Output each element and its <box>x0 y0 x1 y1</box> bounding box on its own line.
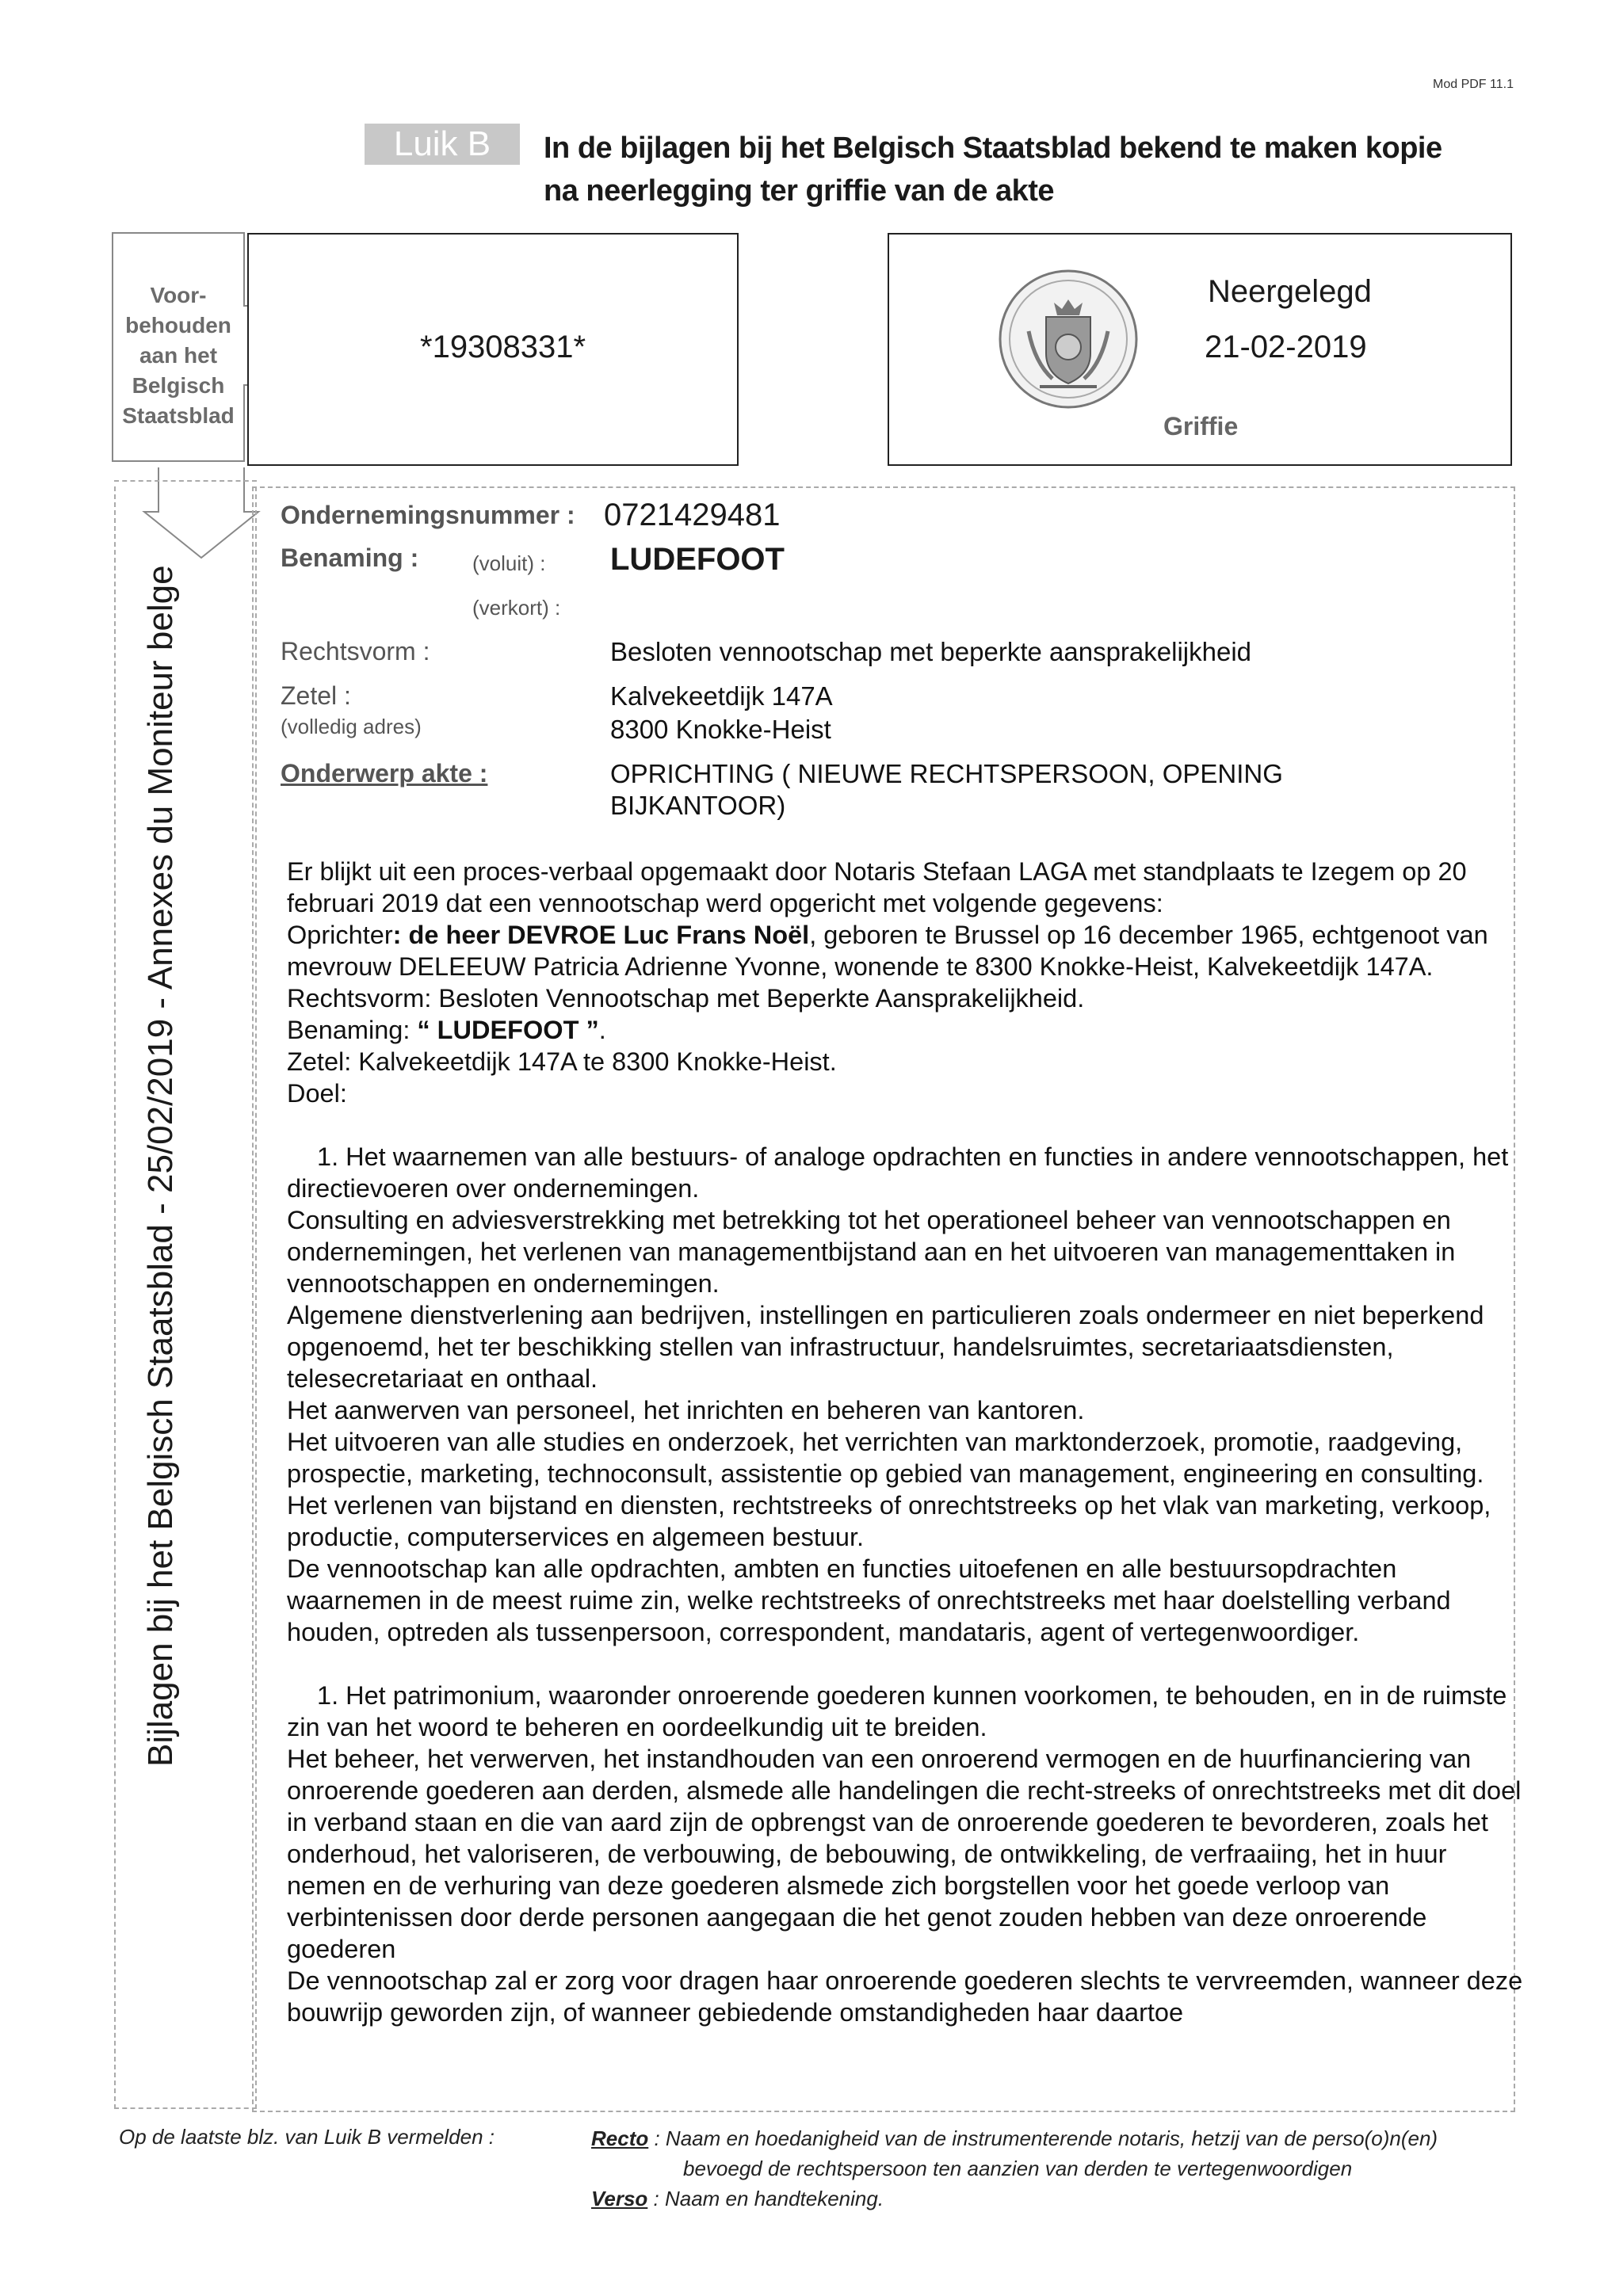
left-margin-top <box>114 480 257 482</box>
seat-address-line-1: Kalvekeetdijk 147A <box>610 681 833 711</box>
subject-line-2: BIJKANTOOR) <box>610 791 786 820</box>
services-paragraph: Algemene dienstverlening aan bedrijven, instellingen en particulieren zoals ondermeer en niet beperkend opgenoemd, het ter beschikking stellen van infrastructuur, handelsruimtes, secretariaatsdiensten, telesecretariaat en onthaal. <box>287 1301 1484 1393</box>
company-name-value: LUDEFOOT <box>610 542 785 577</box>
vertical-annex-label: Bijlagen bij het Belgisch Staatsblad - 25/02/2019 - Annexes du Moniteur belge <box>141 565 180 1767</box>
coat-of-arms-seal-icon <box>997 268 1140 410</box>
subject-label: Onderwerp akte : <box>281 759 488 788</box>
legal-form-line: Rechtsvorm: Besloten Vennootschap met Beperkte Aansprakelijkheid. <box>287 984 1085 1013</box>
purpose-item-1: 1. Het waarnemen van alle bestuurs- of analoge opdrachten en functies in andere vennootschappen, het directievoeren over ondernemingen. <box>287 1142 1509 1203</box>
filed-date: 21-02-2019 <box>1205 330 1367 364</box>
alienation-paragraph: De vennootschap zal er zorg voor dragen haar onroerende goederen slechts te vervreemden, wanneer deze bouwrijp geworden zijn, of wanneer gebiedende omstandigheden haar daartoe <box>287 1966 1523 2027</box>
intro-paragraph: Er blijkt uit een proces-verbaal opgemaakt door Notaris Stefaan LAGA met standplaats te Izegem op 20 februari 2019 dat een vennootschap werd opgericht met volgende gegevens: <box>287 857 1467 917</box>
footer-instruction: Op de laatste blz. van Luik B vermelden : <box>119 2125 495 2149</box>
company-number-label: Ondernemingsnummer : <box>281 501 575 529</box>
reserved-label: Voor- behouden aan het Belgisch Staatsblad <box>122 283 235 428</box>
name-line: Benaming: “ LUDEFOOT ”. <box>287 1016 606 1044</box>
registry-label: Griffie <box>1163 412 1239 441</box>
company-number-value: 0721429481 <box>604 498 781 532</box>
name-label: Benaming : <box>281 543 419 572</box>
legal-form-label: Rechtsvorm : <box>281 637 430 666</box>
title-line-2: na neerlegging ter griffie van de akte <box>544 174 1055 208</box>
seat-address-line-2: 8300 Knokke-Heist <box>610 715 831 744</box>
form-code: Mod PDF 11.1 <box>1433 78 1514 91</box>
mandates-paragraph: De vennootschap kan alle opdrachten, ambten en functies uitoefenen en alle bestuursopdrachten waarnemen in de meest ruime zin, welke rechtstreeks of onrechtstreeks met haar doelstelling verband houden, optreden als tussenpersoon, correspondent, mandataris, agent of vertegenwoordiger. <box>287 1554 1451 1646</box>
barcode-number: *19308331* <box>420 330 586 364</box>
purpose-heading: Doel: <box>287 1079 347 1108</box>
founder-paragraph: Oprichter: de heer DEVROE Luc Frans Noël, geboren te Brussel op 16 december 1965, echtgenoot van mevrouw DELEEUW Patricia Adrienne Yvonne, wonende te 8300 Knokke-Heist, Kalvekeetdijk 147A. <box>287 921 1488 981</box>
purpose-item-2: 1. Het patrimonium, waaronder onroerende goederen kunnen voorkomen, te behouden, en in de ruimste zin van het woord te beheren en oordeelkundig uit te breiden. <box>287 1681 1507 1741</box>
filed-label: Neergelegd <box>1208 274 1372 309</box>
seat-line: Zetel: Kalvekeetdijk 147A te 8300 Knokke-Heist. <box>287 1047 837 1076</box>
footer-recto-continued: bevoegd de rechtspersoon ten aanzien van derden te vertegenwoordigen <box>683 2157 1353 2180</box>
subject-line-1: OPRICHTING ( NIEUWE RECHTSPERSOON, OPENING <box>610 759 1283 788</box>
hiring-paragraph: Het aanwerven van personeel, het inrichten en beheren van kantoren. <box>287 1396 1085 1425</box>
luik-badge: Luik B <box>365 124 520 165</box>
deed-body <box>287 856 1523 2028</box>
consulting-paragraph: Consulting en adviesverstrekking met betrekking tot het operationeel beheer van vennootschappen en ondernemingen, het verlenen van managementbijstand aan en het uitvoeren van managementtaken in vennootschappen en ondernemingen. <box>287 1206 1456 1298</box>
studies-paragraph: Het uitvoeren van alle studies en onderzoek, het verrichten van marktonderzoek, promotie, raadgeving, prospectie, marketing, technoconsult, assistentie op gebied van management, engineering en consulting. <box>287 1428 1484 1488</box>
footer-recto: Recto : Naam en hoedanigheid van de instrumenterende notaris, hetzij van de perso(o)n(en) <box>591 2126 1438 2150</box>
page-title <box>544 127 1574 212</box>
property-paragraph: Het beheer, het verwerven, het instandhouden van een onroerend vermogen en de huurfinanciering van onroerende goederen aan derden, alsmede alle handelingen die recht-streeks of onrechtstreeks met dit doel in verband staan en die van aard zijn de opbrengst van de onroerende goederen te bevorderen, zoals het onderhoud, het valoriseren, de verbouwing, de bebouwing, de ontwikkeling, de verfraaiing, het in huur nemen en de verhuring van deze goederen alsmede zich borgstellen voor het goede verloop van verbintenissen door derde personen aangegaan die het genot zouden hebben van deze onroerende goederen <box>287 1745 1522 1963</box>
full-name-label: (voluit) : <box>472 551 546 575</box>
assistance-paragraph: Het verlenen van bijstand en diensten, rechtstreeks of onrechtstreeks op het vlak van marketing, verkoop, productie, computerservices en algemeen bestuur. <box>287 1491 1491 1551</box>
seat-label: Zetel : <box>281 681 351 710</box>
short-name-label: (verkort) : <box>472 596 561 620</box>
seat-sublabel: (volledig adres) <box>281 715 422 738</box>
title-line-1: In de bijlagen bij het Belgisch Staatsblad bekend te maken kopie <box>544 132 1442 165</box>
legal-form-value: Besloten vennootschap met beperkte aansprakelijkheid <box>610 637 1252 666</box>
footer-verso: Verso : Naam en handtekening. <box>591 2187 884 2210</box>
